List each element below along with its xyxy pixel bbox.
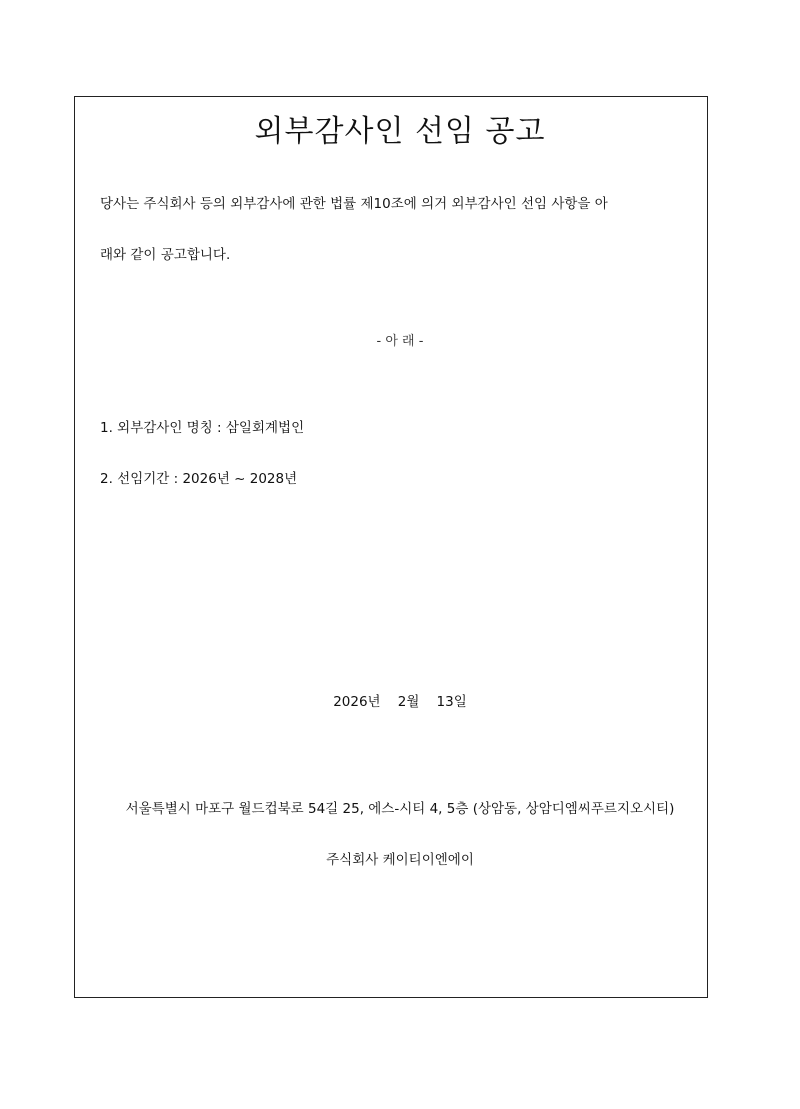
company-address: 서울특별시 마포구 월드컵북로 54길 25, 에스-시티 4, 5층 (상암동, 상암디엠씨푸르지오시티) (125, 801, 675, 817)
announcement-date: 2026년 2월 13일 (333, 694, 467, 710)
body-paragraph-line-2: 래와 같이 공고합니다. (100, 247, 231, 263)
auditor-name-item: 1. 외부감사인 명칭 : 삼일회계법인 (100, 420, 305, 436)
document-title: 외부감사인 선임 공고 (254, 114, 546, 149)
notice-heading: - 아 래 - (376, 334, 424, 349)
company-name: 주식회사 케이티이엔에이 (326, 852, 474, 868)
body-paragraph-line-1: 당사는 주식회사 등의 외부감사에 관한 법률 제10조에 의거 외부감사인 선임 사항을 아 (100, 196, 608, 212)
appointment-period-item: 2. 선임기간 : 2026년 ~ 2028년 (100, 471, 298, 487)
